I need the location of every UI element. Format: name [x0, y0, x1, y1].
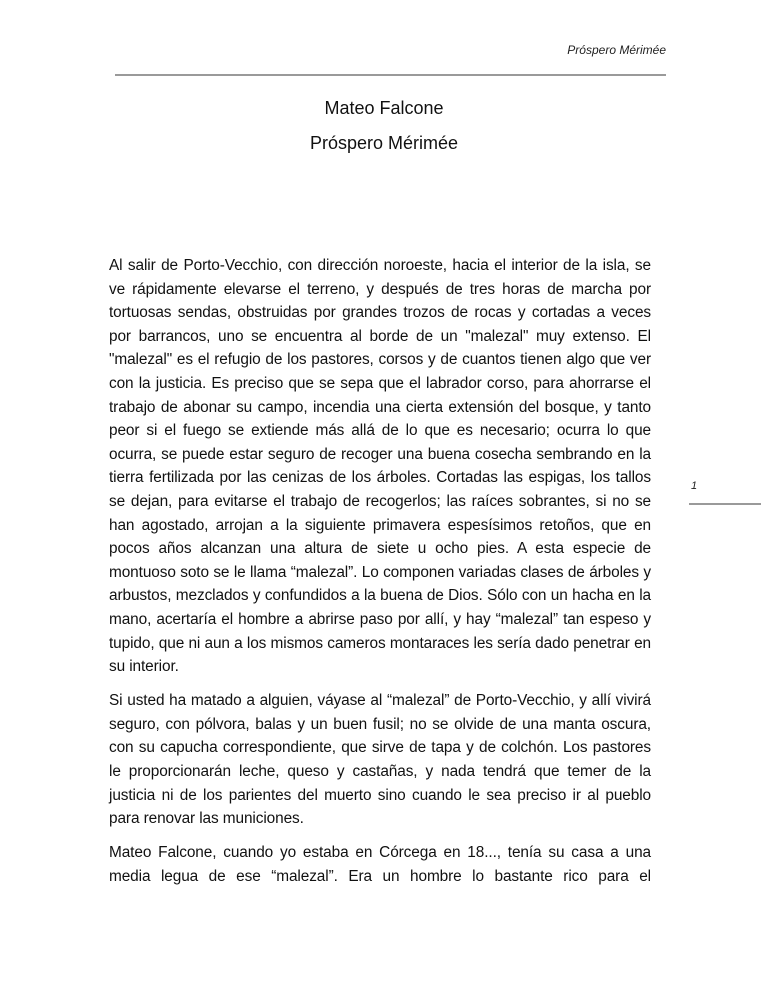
- paragraph: Al salir de Porto-Vecchio, con dirección noroeste, hacia el interior de la isla, se ve rápidamente elevarse el terreno, y después de tres horas de marcha por tortuosas sendas, obstruidas por grandes trozos de rocas y cortadas a veces por barrancos, uno se encuentra al borde de un "malezal" muy extenso. El "malezal" es el refugio de los pastores, corsos y de cuantos tienen algo que ver con la justicia. Es preciso que se sepa que el labrador corso, para ahorrarse el trabajo de abonar su campo, incendia una cierta extensión del bosque, y tanto peor si el fuego se extiende más allá de lo que es necesario; ocurra lo que ocurra, se puede estar seguro de recoger una buena cosecha sembrando en la tierra fertilizada por las cenizas de los árboles. Cortadas las espigas, los tallos se dejan, para evitarse el trabajo de recogerlos; las raíces sobrantes, si no se han agostado, arrojan a la siguiente primavera espesísimos retoños, que en pocos años alcanzan una altura de siete u ocho pies. A esta especie de montuoso soto se le llama “malezal”. Lo componen variadas clases de árboles y arbustos, mezclados y confundidos a la buena de Dios. Sólo con un hacha en la mano, acertaría el hombre a abrirse paso por allí, y hay “malezal” tan espeso y tupido, que ni aun a los mismos cameros montaraces les sería dado penetrar en su interior.: [109, 257, 651, 676]
- page-number-divider: [689, 503, 761, 505]
- paragraph: Si usted ha matado a alguien, váyase al “malezal” de Porto-Vecchio, y allí vivirá seguro, con pólvora, balas y un buen fusil; no se olvide de una manta oscura, con su capucha correspondiente, que sirve de tapa y de colchón. Los pastores le proporcionarán leche, queso y castañas, y nada tendrá que temer de la justicia ni de los parientes del muerto sino cuando le sea preciso ir al pueblo para renovar las municiones.: [109, 692, 651, 828]
- document-author: Próspero Mérimée: [309, 133, 459, 153]
- header-divider: [115, 74, 666, 76]
- document-body: [109, 254, 651, 899]
- running-header-title: Próspero Mérimée: [567, 43, 666, 57]
- document-title: Mateo Falcone: [324, 98, 444, 118]
- page-number: 1: [691, 480, 698, 492]
- paragraph: Mateo Falcone, cuando yo estaba en Córcega en 18..., tenía su casa a una media legua de ese “malezal”. Era un hombre lo bastante rico para el: [109, 844, 651, 885]
